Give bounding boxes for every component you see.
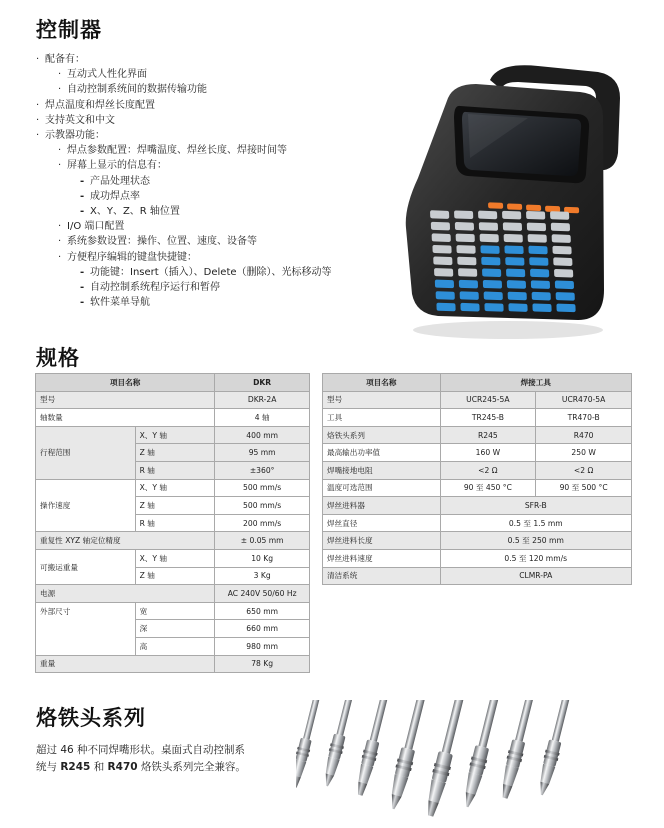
keypad-key xyxy=(479,222,498,231)
group-label: 外部尺寸 xyxy=(36,602,136,655)
dash-marker: - xyxy=(80,266,85,278)
table-row xyxy=(323,444,632,462)
dash-marker: - xyxy=(80,206,85,218)
table-row xyxy=(36,602,310,620)
table-row xyxy=(323,426,632,444)
row-value: TR470-B xyxy=(536,409,632,427)
row-value: 980 mm xyxy=(215,637,310,655)
keypad-key xyxy=(527,223,546,232)
keypad-key xyxy=(555,280,574,289)
keypad-key xyxy=(552,246,571,255)
row-value: 500 mm/s xyxy=(215,497,310,515)
row-value: 660 mm xyxy=(215,620,310,638)
row-value: 90 至 450 °C xyxy=(440,479,536,497)
row-value: ±360° xyxy=(215,461,310,479)
feature-item xyxy=(36,67,396,82)
group-label: 操作速度 xyxy=(36,479,136,532)
function-key xyxy=(507,203,522,210)
tips-title: 烙铁头系列 xyxy=(36,706,146,730)
row-value: 95 mm xyxy=(215,444,310,462)
table-row xyxy=(323,514,632,532)
sub-label: 深 xyxy=(135,620,215,638)
bullet-marker: · xyxy=(36,54,40,65)
soldering-tip xyxy=(535,700,576,797)
row-value: 90 至 500 °C xyxy=(536,479,632,497)
keypad-key xyxy=(432,245,451,254)
sub-label: Z 轴 xyxy=(135,444,215,462)
feature-item xyxy=(36,143,396,158)
keypad-key xyxy=(484,303,503,312)
controller-title: 控制器 xyxy=(36,18,102,42)
soldering-tip xyxy=(497,700,540,800)
keypad-key xyxy=(432,233,451,242)
keypad-key xyxy=(430,210,449,219)
feature-text: 互动式人性化界面 xyxy=(67,69,147,81)
bullet-marker: · xyxy=(58,84,62,96)
table-row xyxy=(323,391,632,409)
keypad-key xyxy=(502,211,521,220)
tips-text-part: 烙铁头系列完全兼容。 xyxy=(137,761,246,773)
feature-text: 自动控制系统间的数据传输功能 xyxy=(67,84,207,96)
keypad-key xyxy=(553,257,572,266)
keypad-key xyxy=(504,245,523,254)
keypad-key xyxy=(528,234,547,243)
feature-item xyxy=(36,189,396,204)
keypad-key xyxy=(436,291,455,300)
table-row xyxy=(36,391,310,409)
feature-item xyxy=(36,128,396,143)
row-value: 10 Kg xyxy=(215,549,310,567)
bullet-marker: · xyxy=(58,251,62,263)
keypad-key xyxy=(456,245,475,254)
row-label: 轴数量 xyxy=(36,409,215,427)
soldering-tips-image xyxy=(296,700,618,822)
sub-label: X、Y 轴 xyxy=(135,549,215,567)
feature-item xyxy=(36,295,396,310)
row-value: R245 xyxy=(440,426,536,444)
table-header-model: DKR xyxy=(215,374,310,392)
keypad-key xyxy=(532,303,551,312)
keypad-key xyxy=(459,280,478,289)
row-value: R470 xyxy=(536,426,632,444)
row-value: AC 240V 50/60 Hz xyxy=(215,585,310,603)
keypad-key xyxy=(505,257,524,266)
row-value: 0.5 至 1.5 mm xyxy=(440,514,632,532)
keypad-key xyxy=(480,245,499,254)
keypad-key xyxy=(458,268,477,277)
table-header-item: 项目名称 xyxy=(323,374,441,392)
dkr-spec-table xyxy=(35,373,310,673)
feature-text: 屏幕上显示的信息有： xyxy=(67,160,167,172)
keypad-key xyxy=(431,222,450,231)
feature-item xyxy=(36,174,396,189)
dash-marker: - xyxy=(80,175,85,187)
row-value: 4 轴 xyxy=(215,409,310,427)
row-value: UCR470-5A xyxy=(536,391,632,409)
feature-text: 配备有： xyxy=(45,54,85,65)
bullet-marker: · xyxy=(36,130,40,142)
function-key xyxy=(526,205,541,212)
keypad-key xyxy=(508,292,527,301)
feature-text: 产品处理状态 xyxy=(90,175,150,187)
row-value: 500 mm/s xyxy=(215,479,310,497)
keypad-key xyxy=(551,223,570,232)
feature-text: 软件菜单导航 xyxy=(90,297,150,309)
row-value: 200 mm/s xyxy=(215,514,310,532)
table-row xyxy=(36,549,310,567)
keypad-key xyxy=(433,256,452,265)
row-label: 温度可选范围 xyxy=(323,479,441,497)
row-label: 最高输出功率值 xyxy=(323,444,441,462)
table-row xyxy=(36,655,310,673)
row-value: 650 mm xyxy=(215,602,310,620)
keypad-key xyxy=(503,222,522,231)
keypad-key xyxy=(532,292,551,301)
keypad-key xyxy=(504,234,523,243)
table-row xyxy=(323,549,632,567)
feature-item xyxy=(36,52,396,67)
feature-item xyxy=(36,82,396,97)
row-label: 烙铁头系列 xyxy=(323,426,441,444)
feature-item xyxy=(36,234,396,249)
feature-text: 自动控制系统程序运行和暂停 xyxy=(90,282,220,294)
row-label: 焊丝进料长度 xyxy=(323,532,441,550)
row-value: CLMR-PA xyxy=(440,567,632,585)
row-value: 0.5 至 250 mm xyxy=(440,532,632,550)
row-value: 400 mm xyxy=(215,426,310,444)
keypad-key xyxy=(460,303,479,312)
bullet-marker: · xyxy=(58,221,62,233)
bullet-marker: · xyxy=(58,145,62,157)
row-label: 重量 xyxy=(36,655,215,673)
row-label: 焊丝直径 xyxy=(323,514,441,532)
sub-label: 高 xyxy=(135,637,215,655)
keypad-key xyxy=(478,211,497,220)
sub-label: Z 轴 xyxy=(135,497,215,515)
keypad-key xyxy=(556,304,575,313)
table-row xyxy=(323,567,632,585)
row-label: 清洁系统 xyxy=(323,567,441,585)
row-label: 焊嘴接地电阻 xyxy=(323,461,441,479)
keypad-key xyxy=(457,257,476,266)
feature-item xyxy=(36,113,396,128)
bullet-marker: · xyxy=(36,114,40,126)
row-value: 3 Kg xyxy=(215,567,310,585)
r470-series: R470 xyxy=(107,761,138,773)
feature-text: I/O 端口配置 xyxy=(67,221,125,233)
row-label: 重复性 XYZ 轴定位精度 xyxy=(36,532,215,550)
table-header-tool: 焊接工具 xyxy=(440,374,632,392)
row-label: 焊丝进料速度 xyxy=(323,549,441,567)
row-label: 型号 xyxy=(323,391,441,409)
specs-title: 规格 xyxy=(36,346,80,370)
keypad-key xyxy=(529,257,548,266)
table-row xyxy=(36,479,310,497)
keypad-key xyxy=(484,291,503,300)
soldering-tip xyxy=(422,700,469,818)
keypad-key xyxy=(526,211,545,220)
keypad-key xyxy=(436,303,455,312)
keypad-key xyxy=(434,268,453,277)
row-value: <2 Ω xyxy=(536,461,632,479)
feature-item xyxy=(36,204,396,219)
feature-text: X、Y、Z、R 轴位置 xyxy=(90,206,180,218)
row-label: 焊丝进料器 xyxy=(323,497,441,515)
soldering-tip xyxy=(386,700,431,811)
r245-series: R245 xyxy=(60,761,91,773)
keypad-key xyxy=(507,280,526,289)
feature-text: 示教器功能： xyxy=(45,130,105,142)
feature-item xyxy=(36,219,396,234)
group-label: 行程范围 xyxy=(36,426,136,479)
feature-item xyxy=(36,98,396,113)
table-row xyxy=(323,409,632,427)
bullet-marker: · xyxy=(58,236,62,248)
dash-marker: - xyxy=(80,190,85,202)
feature-text: 方便程序编辑的键盘快捷键： xyxy=(67,251,197,263)
keypad-key xyxy=(455,222,474,231)
keypad-key xyxy=(556,292,575,301)
feature-item xyxy=(36,280,396,295)
keypad-key xyxy=(552,234,571,243)
table-header-item: 项目名称 xyxy=(36,374,215,392)
row-value: 78 Kg xyxy=(215,655,310,673)
soldering-tool-spec-table xyxy=(322,373,632,585)
keypad-key xyxy=(528,246,547,255)
row-value: UCR245-5A xyxy=(440,391,536,409)
row-value: TR245-B xyxy=(440,409,536,427)
soldering-tip xyxy=(320,700,358,788)
soldering-tip xyxy=(460,700,505,809)
tips-text-part: 统与 xyxy=(36,761,61,773)
feature-text: 焊点温度和焊丝长度配置 xyxy=(45,99,155,111)
teach-pendant-image xyxy=(398,58,628,343)
feature-text: 焊点参数配置：焊嘴温度、焊丝长度、焊接时间等 xyxy=(67,145,287,157)
row-value: <2 Ω xyxy=(440,461,536,479)
sub-label: R 轴 xyxy=(135,514,215,532)
group-label: 可搬运重量 xyxy=(36,549,136,584)
dash-marker: - xyxy=(80,282,85,294)
table-row xyxy=(323,461,632,479)
bullet-marker: · xyxy=(58,69,62,81)
keypad-key xyxy=(530,269,549,278)
keypad-key xyxy=(550,211,569,220)
keypad-key xyxy=(508,303,527,312)
row-value: 160 W xyxy=(440,444,536,462)
table-row xyxy=(36,532,310,550)
keypad-key xyxy=(482,268,501,277)
row-value: SFR-B xyxy=(440,497,632,515)
bullet-marker: · xyxy=(36,99,40,111)
keypad-key xyxy=(531,280,550,289)
sub-label: R 轴 xyxy=(135,461,215,479)
sub-label: Z 轴 xyxy=(135,567,215,585)
feature-item xyxy=(36,265,396,280)
feature-text: 成功焊点率 xyxy=(90,190,140,202)
table-row xyxy=(323,479,632,497)
tips-line-1: 超过 46 种不同焊嘴形状。桌面式自动控制系 xyxy=(36,744,246,756)
controller-feature-list xyxy=(36,52,396,310)
row-value: DKR-2A xyxy=(215,391,310,409)
keypad-key xyxy=(506,269,525,278)
row-value: 250 W xyxy=(536,444,632,462)
feature-item xyxy=(36,250,396,265)
row-label: 电源 xyxy=(36,585,215,603)
table-row xyxy=(36,585,310,603)
tips-text-part: 和 xyxy=(90,761,108,773)
keypad-key xyxy=(435,280,454,289)
keypad-key xyxy=(456,234,475,243)
table-row xyxy=(323,497,632,515)
dash-marker: - xyxy=(80,297,85,309)
feature-item xyxy=(36,158,396,173)
keypad-key xyxy=(460,291,479,300)
keypad-key xyxy=(554,269,573,278)
soldering-tip xyxy=(353,700,394,797)
table-row xyxy=(323,532,632,550)
row-label: 型号 xyxy=(36,391,215,409)
soldering-tip xyxy=(296,700,324,789)
bullet-marker: · xyxy=(58,160,62,172)
feature-text: 系统参数设置：操作、位置、速度、设备等 xyxy=(67,236,257,248)
feature-text: 功能键：Insert（插入）、Delete（删除）、光标移动等 xyxy=(90,266,332,278)
keypad-key xyxy=(481,257,500,266)
table-row xyxy=(36,409,310,427)
tips-description xyxy=(36,742,266,776)
keypad-key xyxy=(483,280,502,289)
row-value: 0.5 至 120 mm/s xyxy=(440,549,632,567)
row-label: 工具 xyxy=(323,409,441,427)
sub-label: X、Y 轴 xyxy=(135,479,215,497)
sub-label: X、Y 轴 xyxy=(135,426,215,444)
table-row xyxy=(36,426,310,444)
feature-text: 支持英文和中文 xyxy=(45,114,115,126)
keypad-key xyxy=(480,234,499,243)
row-value: ± 0.05 mm xyxy=(215,532,310,550)
keypad-key xyxy=(454,210,473,219)
sub-label: 宽 xyxy=(135,602,215,620)
function-key xyxy=(488,202,503,209)
